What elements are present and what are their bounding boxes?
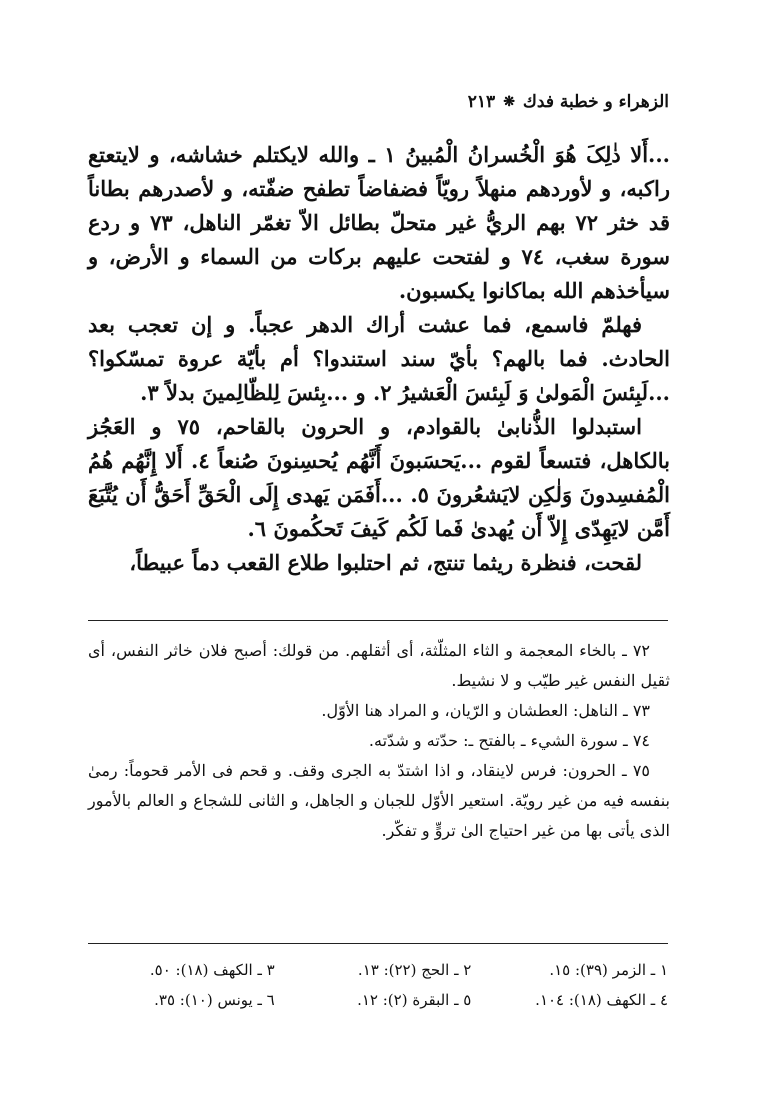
reference-item: ٤ ـ الكهف (١٨): ١٠٤. [535,991,668,1009]
header-title: الزهراء و خطبة فدك [522,92,669,112]
main-text [88,138,670,580]
footnote: ٧٢ ـ بالخاء المعجمة و الثاء المثلّثة، أى أثقلهم. من قولك: أصبح فلان خاثر النفس، أى ثقيل النفس غير طيّب و لا نشيط. [88,641,670,690]
reference-item: ٣ ـ الكهف (١٨): ٥٠. [149,961,275,979]
body-paragraph: لقحت، فنظرة ريثما تنتج، ثم احتلبوا طلاع القعب دماً عبيطاً، [129,550,642,575]
body-paragraph: استبدلوا الذُّنابىٰ بالقوادم، و الحرون بالقاحم، ٧٥ و العَجُز بالكاهل، فتسعاً لقوم ...يَحسَبونَ أَنَّهُم يُحسِنونَ صُنعاً ٤. أَلا إِنَّهُم هُمُ الْمُفسِدونَ وَلٰكِن لايَشعُرونَ ٥. ...أَفَمَن يَهدى إِلَى الْحَقِّ أَحَقُّ أَن يُتَّبَعَ أَمَّن لايَهِدّى إِلاّ أَن يُهدىٰ فَما لَكُم كَيفَ تَحكُمونَ ٦. [88,414,671,541]
body-paragraph: فهلمّ فاسمع، فما عشت أراك الدهر عجباً. و إن تعجب بعد الحادث. فما بالهم؟ بأيّ سند استندوا؟ أم بأيّة عروة تمسّكوا؟ ...لَبِئسَ الْمَولىٰ وَ لَبِئسَ الْعَشيرُ ٢. و ...بِئسَ لِلظّالِمينَ بدلاً ٣. [88,312,670,405]
quran-references [88,955,668,1015]
footnote: ٧٥ ـ الحرون: فرس لاينقاد، و اذا اشتدّ به الجرى وقف. و قحم فى الأمر قحوماً: رمىٰ بنفسه فيه من غير رويّة. استعير الأوّل للجبان و الجاهل، و الثانى للشجاع و العالم بالأمور الذى يأتى بها من غير احتياج الىٰ تروٍّ و تفكّر. [88,761,670,840]
footnote-divider [88,620,668,621]
reference-item: ٦ ـ يونس (١٠): ٣٥. [154,991,275,1009]
footnotes [88,636,670,846]
reference-item: ٢ ـ الحج (٢٢): ١٣. [357,961,472,979]
references-divider [88,943,668,944]
reference-item: ١ ـ الزمر (٣٩): ١٥. [549,961,668,979]
running-header [89,88,669,116]
footnote: ٧٤ ـ سورة الشيء ـ بالفتح ـ: حدّته و شدّته. [368,731,650,750]
body-paragraph: ...أَلا ذٰلِکَ هُوَ الْخُسرانُ الْمُبينُ ١ ـ والله لايكتلم خشاشه، و لايتعتع راكبه، و لأوردهم منهلاً رويّاً فضفاضاً تطفح ضفّته، و لأصدرهم بطاناً قد خثر ٧٢ بهم الريُّ غير متحلّ بطائل الاّ تغمّر الناهل، ٧٣ و ردع سورة سغب، ٧٤ و لفتحت عليهم بركات من السماء و الأرض، و سيأخذهم الله بماكانوا يكسبون. [88,142,670,303]
page-number: ٢١٣ [467,92,496,112]
star-separator-icon: ❋ [503,94,515,110]
footnote: ٧٣ ـ الناهل: العطشان و الرّيان، و المراد هنا الأوّل. [321,701,650,720]
reference-item: ٥ ـ البقرة (٢): ١٢. [357,991,472,1009]
